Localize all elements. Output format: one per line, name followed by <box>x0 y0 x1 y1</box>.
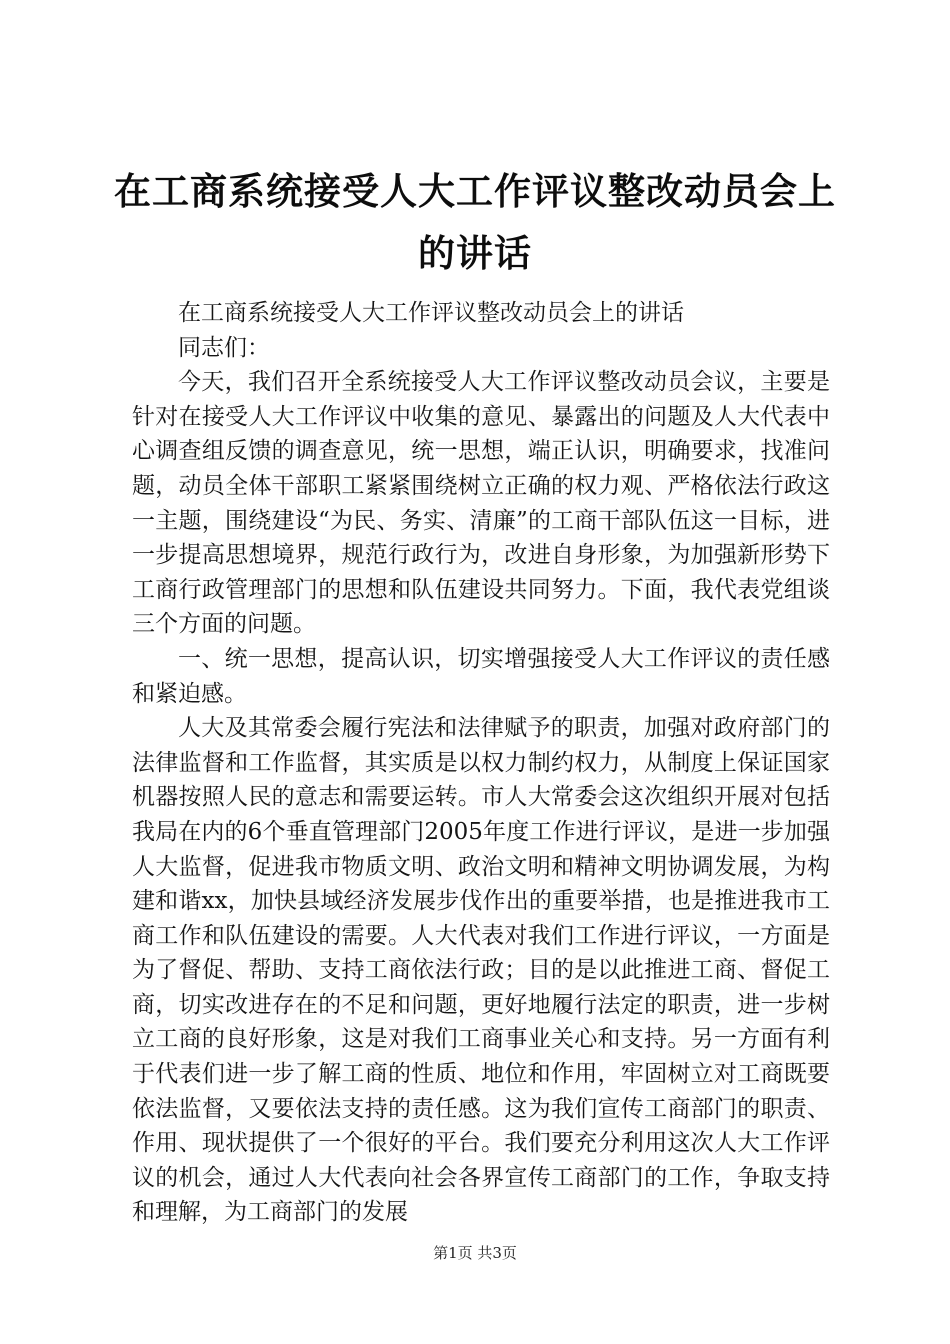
paragraph-section-heading-1: 一、统一思想，提高认识，切实增强接受人大工作评议的责任感和紧迫感。 <box>132 645 830 707</box>
document-title: 在工商系统接受人大工作评议整改动员会上的讲话 <box>114 169 836 275</box>
paragraph-subtitle: 在工商系统接受人大工作评议整改动员会上的讲话 <box>178 300 684 326</box>
paragraph-salutation: 同志们： <box>178 334 270 361</box>
page-footer: 第1页 共3页 <box>433 1244 517 1262</box>
paragraph-intro: 今天，我们召开全系统接受人大工作评议整改动员会议，主要是针对在接受人大工作评议中收集的意见、暴露出的问题及人大代表中心调查组反馈的调查意见，统一思想，端正认识，明确要求，找准问题，动员全体干部职工紧紧围绕树立正确的权力观、严格依法行政这一主题，围绕建设“为民、务实、清廉”的工商干部队伍这一目标，进一步提高思想境界，规范行政行为，改进自身形象，为加强新形势下工商行政管理部门的思想和队伍建设共同努力。下面，我代表党组谈三个方面的问题。 <box>132 369 830 638</box>
document-body <box>132 296 830 1230</box>
paragraph-section-body-1: 人大及其常委会履行宪法和法律赋予的职责，加强对政府部门的法律监督和工作监督，其实质是以权力制约权力，从制度上保证国家机器按照人民的意志和需要运转。市人大常委会这次组织开展对包括我局在内的6个垂直管理部门2005年度工作进行评议，是进一步加强人大监督，促进我市物质文明、政治文明和精神文明协调发展，为构建和谐xx，加快县域经济发展步伐作出的重要举措，也是推进我市工商工作和队伍建设的需要。人大代表对我们工作进行评议，一方面是为了督促、帮助、支持工商依法行政；目的是以此推进工商、督促工商，切实改进存在的不足和问题，更好地履行法定的职责，进一步树立工商的良好形象，这是对我们工商事业关心和支持。另一方面有利于代表们进一步了解工商的性质、地位和作用，牢固树立对工商既要依法监督，又要依法支持的责任感。这为我们宣传工商部门的职责、作用、现状提供了一个很好的平台。我们要充分利用这次人大工作评议的机会，通过人大代表向社会各界宣传工商部门的工作，争取支持和理解，为工商部门的发展 <box>132 715 830 1226</box>
